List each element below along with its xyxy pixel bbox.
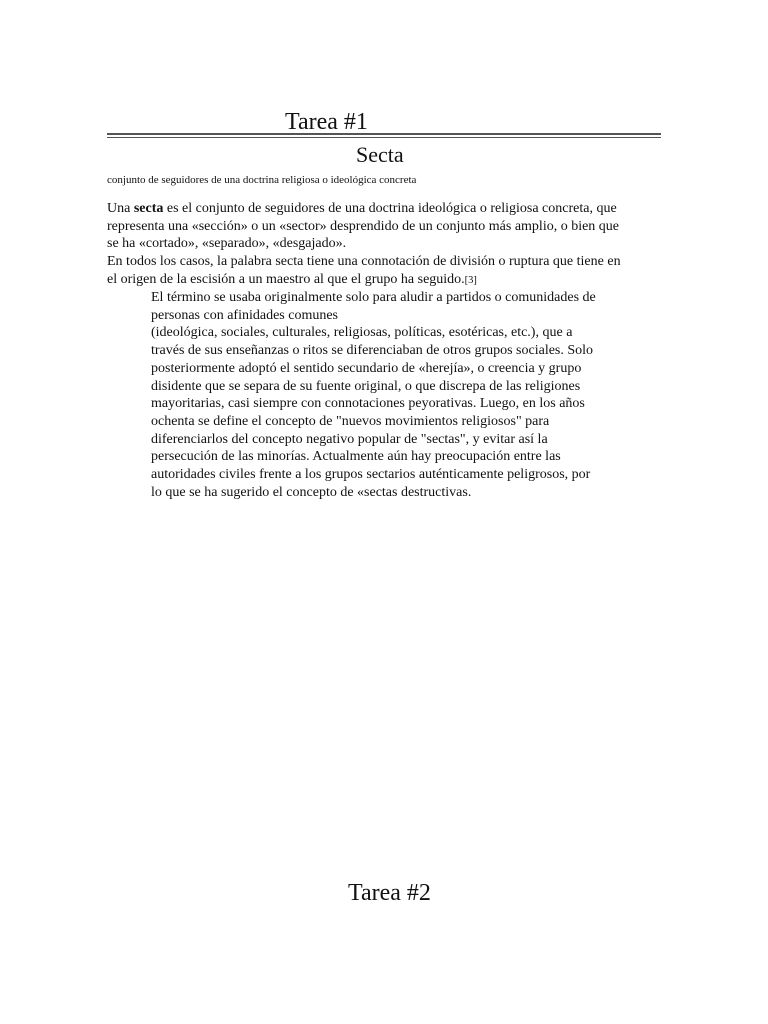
quote-line: posteriormente adoptó el sentido secundario de «herejía», o creencia y grupo	[151, 360, 582, 376]
quote-line: personas con afinidades comunes	[151, 307, 338, 323]
line-text: es el conjunto de seguidores de una doctrina ideológica o religiosa concreta, que	[163, 201, 617, 216]
quote-line: través de sus enseñanzas o ritos se diferenciaban de otros grupos sociales. Solo	[151, 343, 594, 359]
line-text: Una	[107, 201, 134, 216]
tarea-1-heading: Tarea #1	[285, 109, 368, 135]
secta-subtitle: conjunto de seguidores de una doctrina religiosa o ideológica concreta	[107, 174, 417, 186]
quote-line: lo que se ha sugerido el concepto de «sectas destructivas.	[151, 484, 472, 500]
definition-paragraph	[107, 200, 667, 290]
bold-term-secta: secta	[133, 201, 164, 216]
tarea-2-heading: Tarea #2	[348, 880, 431, 906]
quote-line: El término se usaba originalmente solo para aludir a partidos o comunidades de	[151, 290, 596, 305]
paragraph-line: En todos los casos, la palabra secta tiene una connotación de división o ruptura que tiene en	[107, 254, 621, 270]
quote-line: autoridades civiles frente a los grupos sectarios auténticamente peligrosos, por	[151, 467, 591, 483]
secta-title: Secta	[356, 142, 404, 167]
reference-link[interactable]: [3]	[464, 274, 477, 286]
paragraph-line	[107, 271, 667, 290]
quote-line: ochenta se define el concepto de "nuevos movimientos religiosos" para	[151, 413, 550, 429]
quote-line: mayoritarias, casi siempre con connotaciones peyorativas. Luego, en los años	[151, 396, 585, 412]
quote-line: (ideológica, sociales, culturales, religiosas, políticas, esotéricas, etc.), que a	[151, 325, 573, 341]
paragraph-line: se ha «cortado», «separado», «desgajado».	[107, 236, 347, 252]
paragraph-line: representa una «sección» o un «sector» desprendido de un conjunto más amplio, o bien que	[107, 218, 620, 234]
quote-line: persecución de las minorías. Actualmente aún hay preocupación entre las	[151, 449, 561, 465]
quote-line: disidente que se separa de su fuente original, o que discrepa de las religiones	[151, 378, 581, 394]
paragraph-line	[107, 200, 667, 218]
quote-line: diferenciarlos del concepto negativo popular de "sectas", y evitar así la	[151, 431, 548, 447]
double-rule-divider	[107, 133, 661, 138]
line-text: el origen de la escisión a un maestro al que el grupo ha seguido.	[107, 271, 465, 287]
indented-paragraph	[151, 289, 671, 501]
